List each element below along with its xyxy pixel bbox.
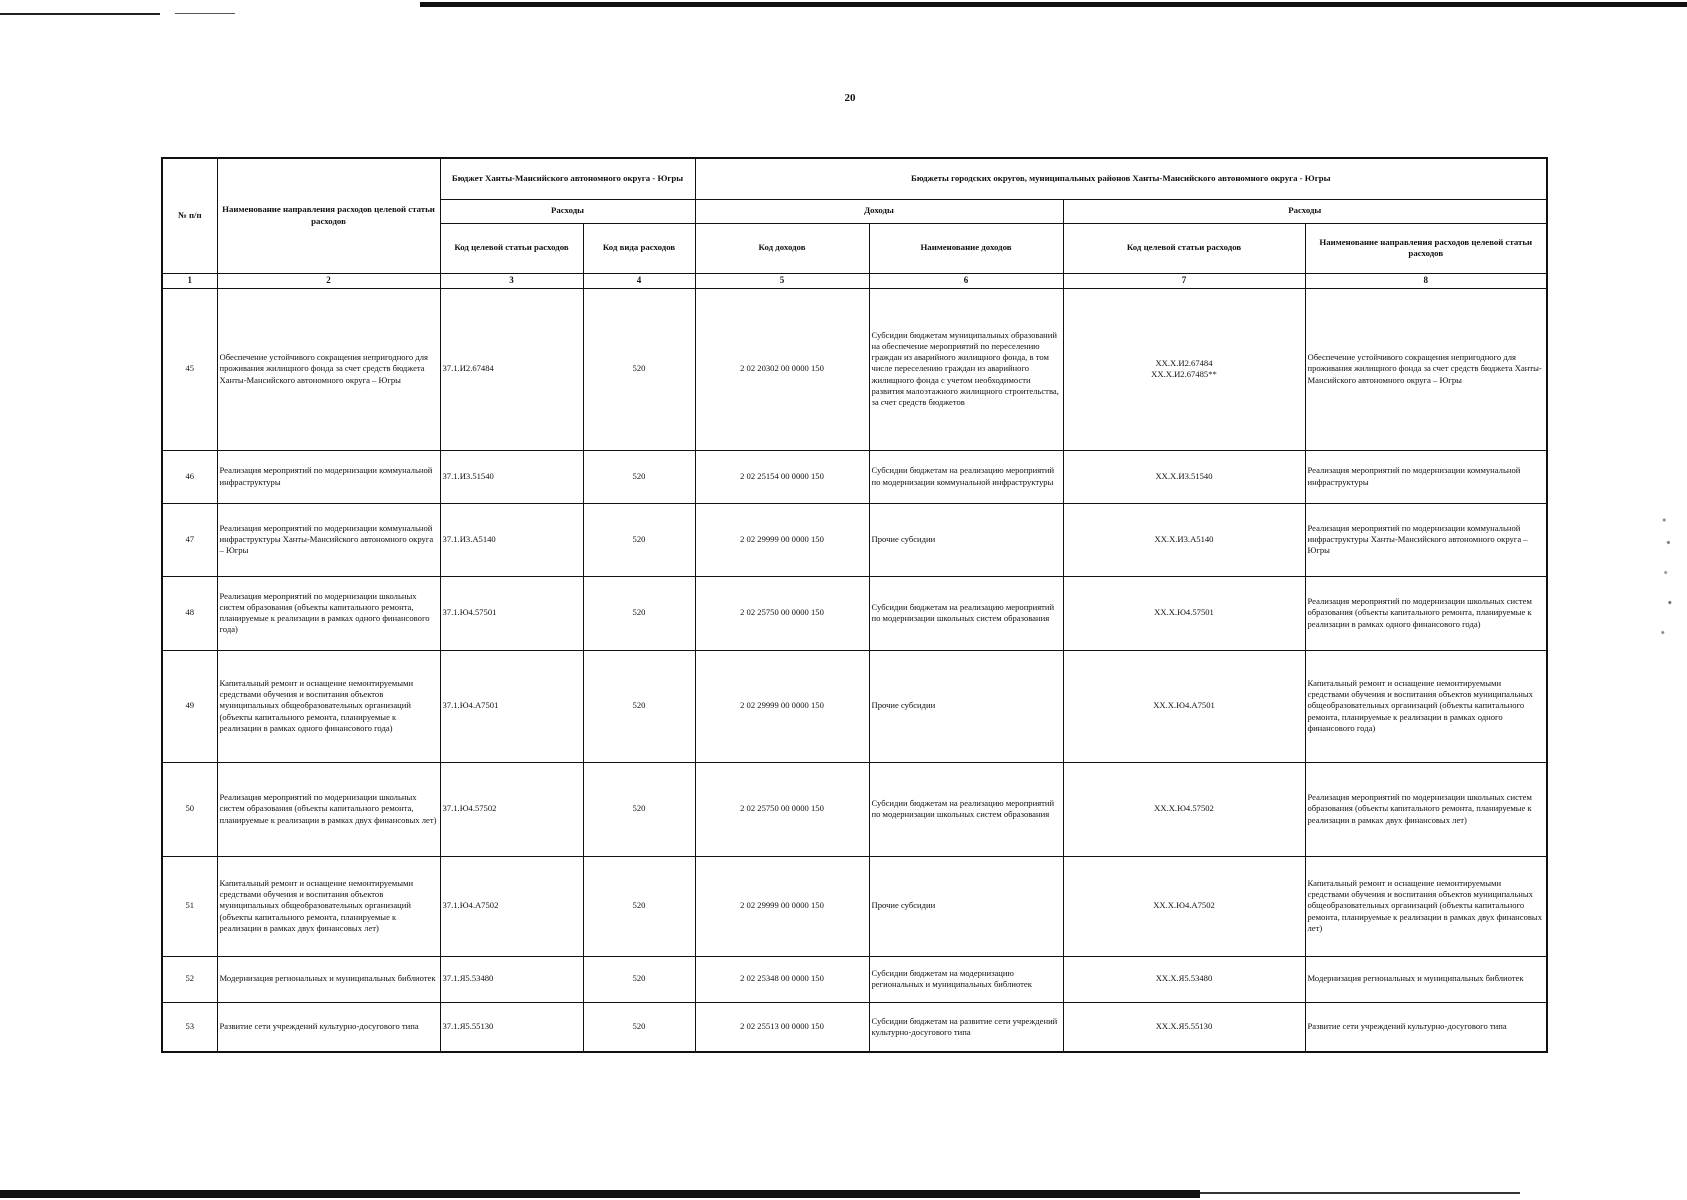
target-code-municipal: XX.X.Ю4.А7502 (1063, 856, 1305, 956)
income-name: Прочие субсидии (869, 650, 1063, 762)
income-code: 2 02 25513 00 0000 150 (695, 1002, 869, 1052)
expense-kind: 520 (583, 856, 695, 956)
row-number: 52 (162, 956, 217, 1002)
expense-kind: 520 (583, 650, 695, 762)
header-regional-expenses: Расходы (440, 199, 695, 223)
target-code: 37.1.И3.А5140 (440, 503, 583, 576)
expense-kind: 520 (583, 576, 695, 650)
column-number: 8 (1305, 273, 1547, 288)
column-number: 7 (1063, 273, 1305, 288)
target-code: 37.1.И2.67484 (440, 288, 583, 450)
income-name: Субсидии бюджетам на модернизацию региональных и муниципальных библиотек (869, 956, 1063, 1002)
header-expense-kind: Код вида расходов (583, 223, 695, 273)
table-row (162, 288, 1547, 450)
direction-name: Реализация мероприятий по модернизации школьных систем образования (объекты капитального ремонта, планируемые к реализации в рамках одного финансового года) (217, 576, 440, 650)
direction-name: Реализация мероприятий по модернизации школьных систем образования (объекты капитального ремонта, планируемые к реализации в рамках двух финансовых лет) (217, 762, 440, 856)
header-target-code: Код целевой статьи расходов (440, 223, 583, 273)
income-name: Субсидии бюджетам на реализацию мероприятий по модернизации коммунальной инфраструктуры (869, 450, 1063, 503)
direction-name: Модернизация региональных и муниципальных библиотек (217, 956, 440, 1002)
budget-table (161, 157, 1548, 1053)
table-row (162, 762, 1547, 856)
header-income-code: Код доходов (695, 223, 869, 273)
income-name: Прочие субсидии (869, 503, 1063, 576)
expense-kind: 520 (583, 450, 695, 503)
expense-kind: 520 (583, 503, 695, 576)
column-number: 3 (440, 273, 583, 288)
income-code: 2 02 25154 00 0000 150 (695, 450, 869, 503)
scan-edge-top (0, 0, 1687, 12)
header-col-direction: Наименование направления расходов целевой статьи расходов (217, 158, 440, 273)
expense-kind: 520 (583, 288, 695, 450)
income-code: 2 02 29999 00 0000 150 (695, 650, 869, 762)
column-number: 4 (583, 273, 695, 288)
row-number: 46 (162, 450, 217, 503)
table-row (162, 1002, 1547, 1052)
direction-name-municipal: Капитальный ремонт и оснащение немонтируемыми средствами обучения и воспитания объектов муниципальных общеобразовательных организаций (объекты капитального ремонта, планируемые к реализации в рамках одного финансового года) (1305, 650, 1547, 762)
header-income-name: Наименование доходов (869, 223, 1063, 273)
row-number: 47 (162, 503, 217, 576)
scan-line (175, 13, 235, 14)
expense-kind: 520 (583, 762, 695, 856)
header-direction-municipal: Наименование направления расходов целевой статьи расходов (1305, 223, 1547, 273)
scan-line (1200, 1192, 1520, 1194)
target-code: 37.1.Ю4.А7502 (440, 856, 583, 956)
table-row (162, 450, 1547, 503)
target-code-municipal: XX.X.Я5.55130 (1063, 1002, 1305, 1052)
direction-name: Реализация мероприятий по модернизации коммунальной инфраструктуры (217, 450, 440, 503)
direction-name: Капитальный ремонт и оснащение немонтируемыми средствами обучения и воспитания объектов муниципальных общеобразовательных организаций (объекты капитального ремонта, планируемые к реализации в рамках одного финансового года) (217, 650, 440, 762)
target-code: 37.1.Я5.53480 (440, 956, 583, 1002)
direction-name-municipal: Реализация мероприятий по модернизации школьных систем образования (объекты капитального ремонта, планируемые к реализации в рамках двух финансовых лет) (1305, 762, 1547, 856)
row-number: 50 (162, 762, 217, 856)
table-row (162, 856, 1547, 956)
row-number: 53 (162, 1002, 217, 1052)
target-code-municipal: XX.X.Ю4.57501 (1063, 576, 1305, 650)
income-code: 2 02 25750 00 0000 150 (695, 576, 869, 650)
header-col-num: № п/п (162, 158, 217, 273)
target-code-municipal: XX.X.И3.51540 (1063, 450, 1305, 503)
target-code: 37.1.Ю4.57501 (440, 576, 583, 650)
target-code-municipal: XX.X.Ю4.А7501 (1063, 650, 1305, 762)
income-name: Прочие субсидии (869, 856, 1063, 956)
direction-name-municipal: Модернизация региональных и муниципальных библиотек (1305, 956, 1547, 1002)
header-income: Доходы (695, 199, 1063, 223)
header-target-code-municipal: Код целевой статьи расходов (1063, 223, 1305, 273)
income-code: 2 02 20302 00 0000 150 (695, 288, 869, 450)
target-code-municipal: XX.X.И2.67484 XX.X.И2.67485** (1063, 288, 1305, 450)
row-number: 48 (162, 576, 217, 650)
table-row (162, 576, 1547, 650)
income-code: 2 02 29999 00 0000 150 (695, 856, 869, 956)
target-code-municipal: XX.X.Я5.53480 (1063, 956, 1305, 1002)
scan-noise (1660, 505, 1674, 655)
direction-name: Развитие сети учреждений культурно-досугового типа (217, 1002, 440, 1052)
column-number: 1 (162, 273, 217, 288)
column-numbers-row (162, 273, 1547, 288)
target-code: 37.1.Я5.55130 (440, 1002, 583, 1052)
table-row (162, 650, 1547, 762)
income-name: Субсидии бюджетам на развитие сети учреждений культурно-досугового типа (869, 1002, 1063, 1052)
direction-name: Реализация мероприятий по модернизации коммунальной инфраструктуры Ханты-Мансийского автономного округа – Югры (217, 503, 440, 576)
header-municipal-expenses: Расходы (1063, 199, 1547, 223)
direction-name-municipal: Реализация мероприятий по модернизации школьных систем образования (объекты капитального ремонта, планируемые к реализации в рамках одного финансового года) (1305, 576, 1547, 650)
row-number: 51 (162, 856, 217, 956)
table-row (162, 503, 1547, 576)
header-regional-budget: Бюджет Ханты-Мансийского автономного округа - Югры (440, 158, 695, 199)
income-name: Субсидии бюджетам на реализацию мероприятий по модернизации школьных систем образования (869, 576, 1063, 650)
table-row (162, 956, 1547, 1002)
target-code: 37.1.Ю4.57502 (440, 762, 583, 856)
direction-name-municipal: Реализация мероприятий по модернизации коммунальной инфраструктуры (1305, 450, 1547, 503)
income-code: 2 02 25750 00 0000 150 (695, 762, 869, 856)
direction-name-municipal: Обеспечение устойчивого сокращения непригодного для проживания жилищного фонда за счет средств бюджета Ханты-Мансийского автономного округа – Югры (1305, 288, 1547, 450)
direction-name-municipal: Реализация мероприятий по модернизации коммунальной инфраструктуры Ханты-Мансийского автономного округа – Югры (1305, 503, 1547, 576)
direction-name: Обеспечение устойчивого сокращения непригодного для проживания жилищного фонда за счет средств бюджета Ханты-Мансийского автономного округа – Югры (217, 288, 440, 450)
income-code: 2 02 25348 00 0000 150 (695, 956, 869, 1002)
scan-border-bottom (0, 1190, 1200, 1198)
scan-border-top (420, 2, 1687, 7)
expense-kind: 520 (583, 956, 695, 1002)
page-number: 20 (844, 92, 856, 104)
target-code-municipal: XX.X.Ю4.57502 (1063, 762, 1305, 856)
row-number: 49 (162, 650, 217, 762)
expense-kind: 520 (583, 1002, 695, 1052)
row-number: 45 (162, 288, 217, 450)
column-number: 2 (217, 273, 440, 288)
direction-name: Капитальный ремонт и оснащение немонтируемыми средствами обучения и воспитания объектов муниципальных общеобразовательных организаций (объекты капитального ремонта, планируемые к реализации в рамках двух финансовых лет) (217, 856, 440, 956)
column-number: 6 (869, 273, 1063, 288)
direction-name-municipal: Капитальный ремонт и оснащение немонтируемыми средствами обучения и воспитания объектов муниципальных общеобразовательных организаций (объекты капитального ремонта, планируемые к реализации в рамках двух финансовых лет) (1305, 856, 1547, 956)
target-code: 37.1.Ю4.А7501 (440, 650, 583, 762)
target-code: 37.1.И3.51540 (440, 450, 583, 503)
income-name: Субсидии бюджетам на реализацию мероприятий по модернизации школьных систем образования (869, 762, 1063, 856)
column-number: 5 (695, 273, 869, 288)
income-name: Субсидии бюджетам муниципальных образований на обеспечение мероприятий по переселению граждан из аварийного жилищного фонда, в том числе переселению граждан из аварийного жилищного фонда с учетом необходимости развития малоэтажного жилищного строительства, за счет средств бюджетов (869, 288, 1063, 450)
scan-line (0, 13, 160, 15)
header-municipal-budgets: Бюджеты городских округов, муниципальных районов Ханты-Мансийского автономного округа - Югры (695, 158, 1547, 199)
income-code: 2 02 29999 00 0000 150 (695, 503, 869, 576)
direction-name-municipal: Развитие сети учреждений культурно-досугового типа (1305, 1002, 1547, 1052)
target-code-municipal: XX.X.И3.А5140 (1063, 503, 1305, 576)
